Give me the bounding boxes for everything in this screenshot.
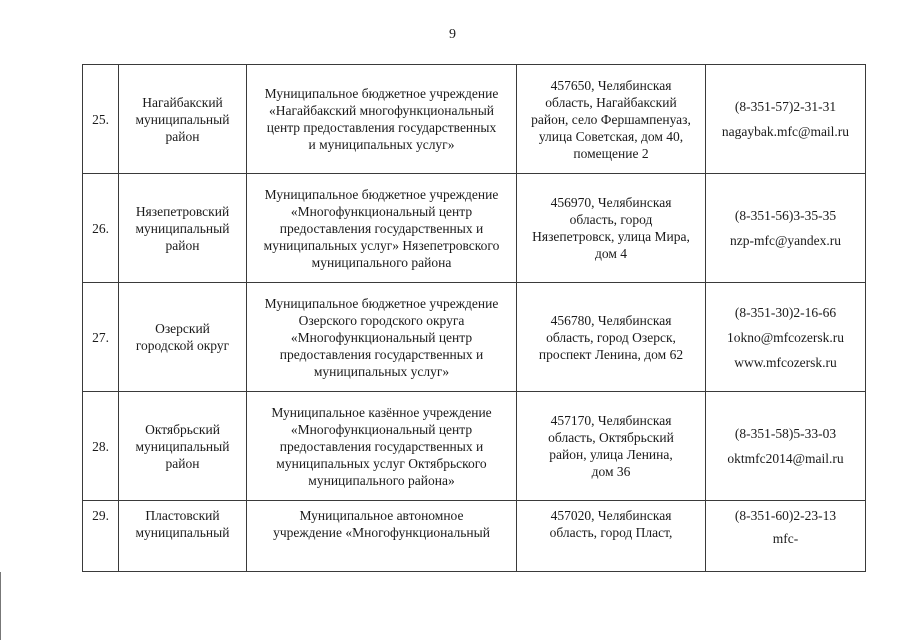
row-number: 27. (83, 283, 119, 392)
address-cell (517, 65, 706, 174)
institution-line: Муниципальное бюджетное учреждение (264, 295, 499, 311)
address-line: область, Нагайбакский (545, 94, 677, 110)
address-line: 457020, Челябинская (550, 508, 672, 523)
institution-line: Муниципальное казённое учреждение (271, 404, 492, 420)
contacts-cell (706, 174, 866, 283)
institution-cell (247, 65, 517, 174)
address-line: 456780, Челябинская (550, 312, 672, 328)
institution-line: Озерского городского округа (298, 312, 465, 328)
contact-line: (8-351-57)2-31-31 (734, 99, 837, 114)
address-line: область, город Озерск, (546, 329, 676, 345)
address-cell (517, 392, 706, 501)
contacts-cell (706, 501, 866, 572)
row-number: 25. (83, 65, 119, 174)
table-row (83, 65, 866, 174)
table-row (83, 392, 866, 501)
district-line: муниципальный (135, 111, 230, 127)
institution-cell (247, 392, 517, 501)
institution-line: муниципального района» (308, 472, 455, 488)
row-number: 28. (83, 392, 119, 501)
contact-line: (8-351-58)5-33-03 (734, 426, 837, 441)
contact-line: www.mfcozersk.ru (734, 354, 837, 370)
page-number: 9 (449, 27, 456, 42)
contacts-cell (706, 392, 866, 501)
district-cell (119, 283, 247, 392)
district-line: Пластовский (145, 508, 220, 523)
institution-line: «Нагайбакский многофункциональный (268, 103, 495, 118)
district-line: муниципальный (135, 438, 230, 454)
institution-line: муниципальных услуг» Нязепетровского (263, 237, 500, 253)
district-line: муниципальный (135, 525, 230, 540)
institution-line: муниципальных услуг» (313, 363, 450, 379)
institution-cell (247, 174, 517, 283)
institution-line: предоставления государственных и (279, 438, 484, 454)
contact-line: nagaybak.mfc@mail.ru (721, 124, 850, 139)
contact-line: mfc- (772, 531, 799, 546)
district-line: городской округ (135, 338, 230, 353)
address-line: область, Октябрьский (548, 430, 674, 445)
institution-line: «Многофункциональный центр (290, 203, 473, 219)
address-cell (517, 174, 706, 283)
address-line: улица Советская, дом 40, (538, 128, 684, 144)
address-line: дом 36 (591, 464, 631, 479)
row-number: 29. (83, 501, 119, 572)
table-row (83, 501, 866, 572)
institution-line: предоставления государственных и (279, 346, 484, 362)
district-cell (119, 65, 247, 174)
contact-line: nzp-mfc@yandex.ru (729, 233, 841, 248)
institution-line: Муниципальное автономное (299, 508, 464, 523)
contacts-cell (706, 65, 866, 174)
district-cell (119, 174, 247, 283)
address-line: район, село Фершампенуаз, (531, 111, 691, 127)
institution-line: «Многофункциональный центр (290, 421, 473, 437)
table-row (83, 283, 866, 392)
district-cell (119, 392, 247, 501)
institution-line: Муниципальное бюджетное учреждение (264, 86, 499, 101)
district-line: район (165, 237, 200, 253)
address-line: 456970, Челябинская (550, 195, 672, 210)
district-cell (119, 501, 247, 572)
district-line: Октябрьский (145, 421, 220, 437)
institution-line: учреждение «Многофункциональный (273, 525, 490, 540)
scan-edge-line (0, 572, 1, 640)
address-line: дом 4 (594, 246, 628, 261)
contact-line: (8-351-30)2-16-66 (734, 304, 837, 320)
address-line: Нязепетровск, улица Мира, (532, 229, 690, 244)
institution-cell (247, 501, 517, 572)
contact-line: (8-351-56)3-35-35 (734, 208, 837, 223)
institution-line: центр предоставления государственных (266, 120, 497, 135)
institution-cell (247, 283, 517, 392)
contact-line: 1okno@mfcozersk.ru (726, 329, 845, 345)
address-line: 457650, Челябинская (550, 77, 672, 93)
address-line: помещение 2 (573, 145, 649, 161)
institution-line: муниципального района (311, 254, 452, 270)
district-line: район (165, 455, 200, 471)
contacts-cell (706, 283, 866, 392)
institution-line: Муниципальное бюджетное учреждение (264, 186, 499, 202)
district-line: район (165, 128, 200, 144)
contact-line: (8-351-60)2-23-13 (734, 508, 837, 523)
contact-line: oktmfc2014@mail.ru (727, 451, 844, 466)
district-line: муниципальный (135, 220, 230, 236)
table-row (83, 174, 866, 283)
address-line: район, улица Ленина, (549, 447, 673, 462)
institution-line: и муниципальных услуг» (308, 137, 455, 152)
address-cell (517, 501, 706, 572)
mfc-table (82, 64, 866, 572)
address-line: проспект Ленина, дом 62 (538, 346, 684, 362)
district-line: Озерский (155, 321, 210, 336)
institution-line: «Многофункциональный центр (290, 329, 473, 345)
address-cell (517, 283, 706, 392)
institution-line: муниципальных услуг Октябрьского (276, 455, 487, 471)
district-line: Нагайбакский (142, 94, 223, 110)
address-line: область, город Пласт, (549, 525, 673, 540)
district-line: Нязепетровский (135, 203, 230, 219)
row-number: 26. (83, 174, 119, 283)
institution-line: предоставления государственных и (279, 220, 484, 236)
address-line: 457170, Челябинская (550, 413, 672, 428)
address-line: область, город (569, 212, 653, 227)
